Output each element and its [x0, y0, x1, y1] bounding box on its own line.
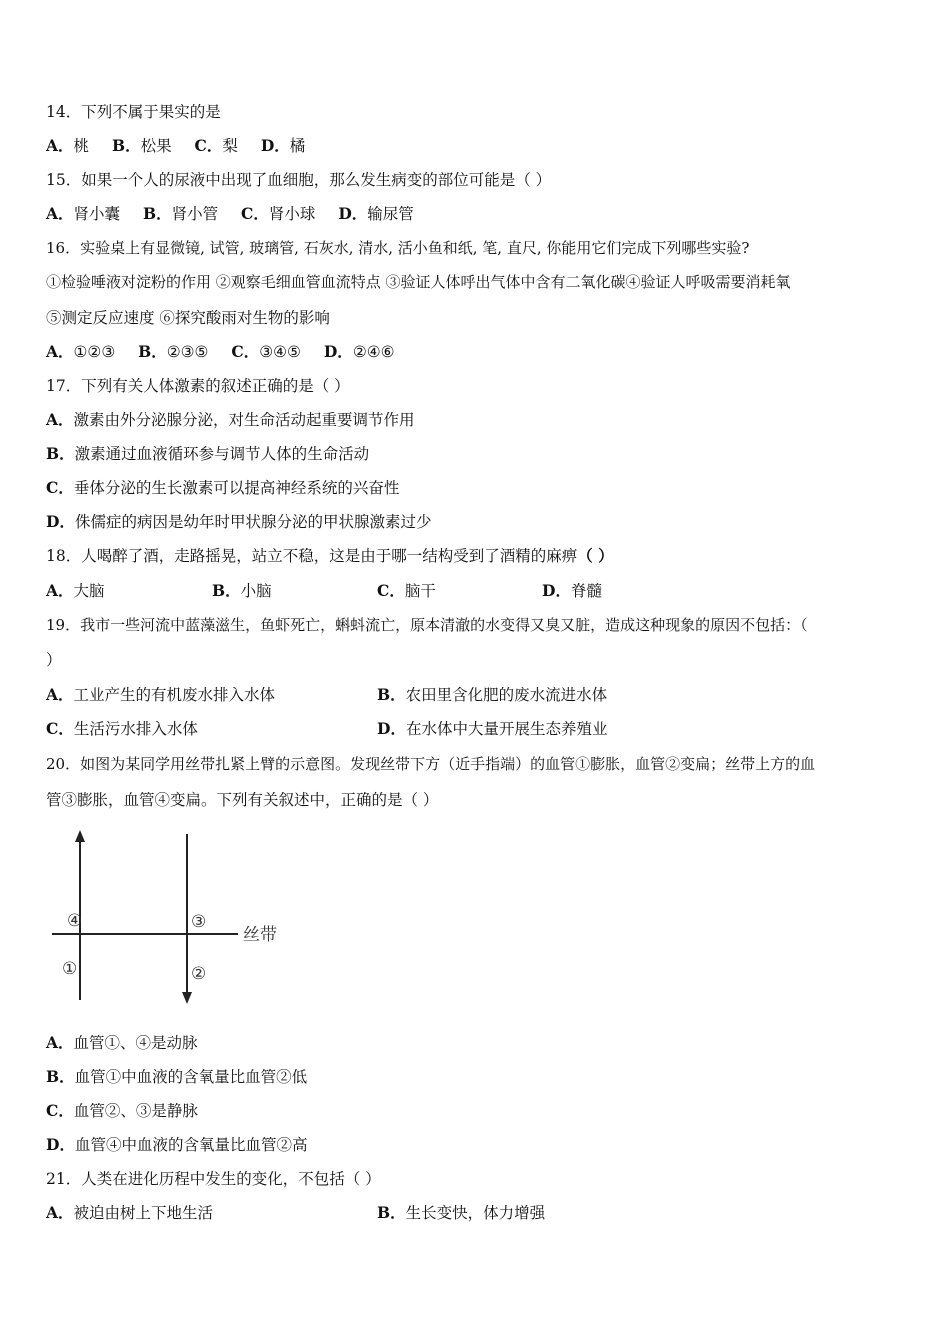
q19-option-b[interactable]: B．农田里含化肥的废水流进水体 — [377, 685, 608, 704]
q16-experiments-2: ⑤测定反应速度 ⑥探究酸雨对生物的影响 — [46, 309, 330, 327]
q17-option-b[interactable]: B．激素通过血液循环参与调节人体的生命活动 — [46, 444, 370, 463]
mark-1: ① — [62, 959, 78, 979]
down-arrow-icon — [182, 992, 192, 1004]
q16-option-c[interactable]: C．③④⑤ — [231, 342, 301, 361]
q17-option-c[interactable]: C．垂体分泌的生长激素可以提高神经系统的兴奋性 — [46, 478, 400, 497]
q21-option-a[interactable]: A．被迫由树上下地生活 — [46, 1203, 214, 1222]
q20-option-c[interactable]: C．血管②、③是静脉 — [46, 1101, 198, 1120]
q15-option-a[interactable]: A．肾小囊 — [46, 204, 121, 223]
q16-options — [46, 342, 395, 362]
q14-stem: 14．下列不属于果实的是 — [46, 103, 221, 121]
q14-option-b[interactable]: B．松果 — [111, 136, 172, 155]
q20-option-b[interactable]: B．血管①中血液的含氧量比血管②低 — [46, 1067, 308, 1086]
q16-option-b[interactable]: B．②③⑤ — [138, 342, 209, 361]
q15-option-d[interactable]: D．输尿管 — [338, 204, 414, 223]
q17-option-a[interactable]: A．激素由外分泌腺分泌，对生命活动起重要调节作用 — [46, 410, 415, 429]
q16-option-a[interactable]: A．①②③ — [46, 342, 116, 361]
q15-option-c[interactable]: C．肾小球 — [241, 204, 316, 223]
q18-option-a[interactable]: A．大脑 — [46, 581, 105, 600]
q21-option-b[interactable]: B．生长变快，体力增强 — [377, 1203, 546, 1222]
q14-option-d[interactable]: D．橘 — [260, 136, 306, 155]
q14-options — [46, 136, 305, 156]
q19-option-d[interactable]: D．在水体中大量开展生态养殖业 — [377, 719, 608, 738]
q19-option-a[interactable]: A．工业产生的有机废水排入水体 — [46, 685, 276, 704]
q18-option-b[interactable]: B．小脑 — [212, 581, 272, 600]
mark-2: ② — [191, 964, 207, 984]
q19-stem: 19．我市一些河流中蓝藻滋生，鱼虾死亡，蝌蚪流亡，原本清澈的水变得又臭又脏，造成这种现象的原因不包括：（ — [46, 616, 808, 634]
q18-answer-blank: （ ） — [577, 546, 614, 565]
q21-stem: 21．人类在进化历程中发生的变化，不包括（ ） — [46, 1170, 381, 1188]
q15-options — [46, 204, 414, 224]
q19-stem-end: ） — [46, 651, 62, 669]
up-arrow-icon — [75, 830, 85, 842]
q14-option-a[interactable]: A．桃 — [46, 136, 90, 155]
arm-ribbon-diagram — [44, 828, 294, 1010]
mark-4: ④ — [67, 911, 83, 931]
q17-option-d[interactable]: D．侏儒症的病因是幼年时甲状腺分泌的甲状腺激素过少 — [46, 512, 432, 531]
q16-stem: 16．实验桌上有显微镜, 试管, 玻璃管, 石灰水, 清水, 活小鱼和纸, 笔, 直尺, 你能用它们完成下列哪些实验? — [46, 239, 750, 257]
ribbon-label: 丝带 — [243, 925, 277, 945]
q18-stem: 18．人喝醉了酒，走路摇晃，站立不稳，这是由于哪一结构受到了酒精的麻痹（ ） — [46, 546, 614, 565]
q18-option-c[interactable]: C．脑干 — [377, 581, 436, 600]
q18-option-d[interactable]: D．脊髓 — [542, 581, 602, 600]
q20-stem: 20．如图为某同学用丝带扎紧上臂的示意图。发现丝带下方（近手指端）的血管①膨胀，血管②变扁；丝带上方的血 — [46, 755, 816, 773]
q19-option-c[interactable]: C．生活污水排入水体 — [46, 719, 198, 738]
q15-stem: 15．如果一个人的尿液中出现了血细胞，那么发生病变的部位可能是（ ） — [46, 171, 552, 189]
q16-option-d[interactable]: D．②④⑥ — [323, 342, 395, 361]
q16-experiments-1: ①检验唾液对淀粉的作用 ②观察毛细血管血流特点 ③验证人体呼出气体中含有二氧化碳④验证人呼吸需要消耗氧 — [46, 273, 791, 291]
q20-option-d[interactable]: D．血管④中血液的含氧量比血管②高 — [46, 1135, 308, 1154]
q15-option-b[interactable]: B．肾小管 — [142, 204, 219, 223]
q20-stem-end: 管③膨胀，血管④变扁。下列有关叙述中，正确的是（ ） — [46, 791, 439, 809]
q14-option-c[interactable]: C．梨 — [194, 136, 238, 155]
q20-option-a[interactable]: A．血管①、④是动脉 — [46, 1033, 198, 1052]
q17-stem: 17．下列有关人体激素的叙述正确的是（ ） — [46, 377, 350, 395]
mark-3: ③ — [191, 912, 207, 932]
